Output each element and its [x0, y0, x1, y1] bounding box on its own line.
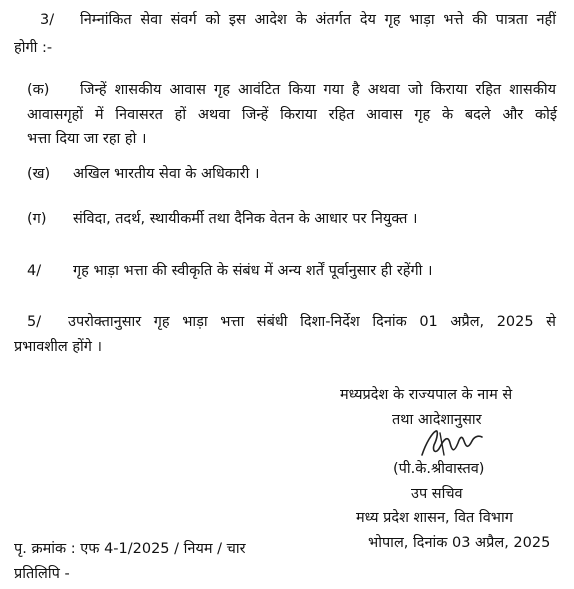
signatory-name: (पी.के.श्रीवास्तव): [393, 461, 485, 477]
signature-line-2: तथा आदेशानुसार: [392, 412, 482, 428]
clause-4-number: 4/: [27, 263, 42, 279]
item-kha-label: (ख): [27, 166, 51, 182]
item-kha-text: अखिल भारतीय सेवा के अधिकारी ।: [73, 166, 260, 182]
clause-3-number: 3/: [40, 12, 55, 28]
place-date: भोपाल, दिनांक 03 अप्रैल, 2025: [368, 535, 551, 551]
item-ga-text: संविदा, तदर्थ, स्थायीकर्मी तथा दैनिक वेतन के आधार पर नियुक्त ।: [73, 211, 418, 227]
clause-5-line-1: उपरोक्तानुसार गृह भाड़ा भत्ता संबंधी दिशा-निर्देश दिनांक 01 अप्रैल, 2025 से: [68, 314, 556, 330]
signature-line-1: मध्यप्रदेश के राज्यपाल के नाम से: [340, 387, 513, 403]
clause-3-line-2: होगी :-: [14, 40, 53, 56]
reference-number: पृ. क्रमांक : एफ 4-1/2025 / नियम / चार: [14, 541, 246, 557]
item-ka-label: (क): [27, 82, 50, 98]
copy-label: प्रतिलिपि -: [14, 566, 70, 582]
signatory-department: मध्य प्रदेश शासन, वित विभाग: [356, 510, 513, 526]
item-ga-label: (ग): [27, 211, 47, 227]
clause-4-text: गृह भाड़ा भत्ता की स्वीकृति के संबंध में अन्य शर्तें पूर्वानुसार ही रहेंगी ।: [73, 263, 433, 279]
clause-5-line-2: प्रभावशील होंगे ।: [14, 339, 103, 355]
item-ka-line-2: आवासगृहों में निवासरत हों अथवा जिन्हें किराया रहित आवास गृह के बदले और कोई: [27, 107, 557, 123]
clause-3-line-1: निम्नांकित सेवा संवर्ग को इस आदेश के अंतर्गत देय गृह भाड़ा भत्ते की पात्रता नहीं: [80, 12, 556, 28]
item-ka-line-3: भत्ता दिया जा रहा हो ।: [27, 131, 147, 147]
signatory-designation: उप सचिव: [411, 486, 463, 502]
item-ka-line-1: जिन्हें शासकीय आवास गृह आवंटित किया गया है अथवा जो किराया रहित शासकीय: [80, 82, 556, 98]
clause-5-number: 5/: [27, 314, 42, 330]
